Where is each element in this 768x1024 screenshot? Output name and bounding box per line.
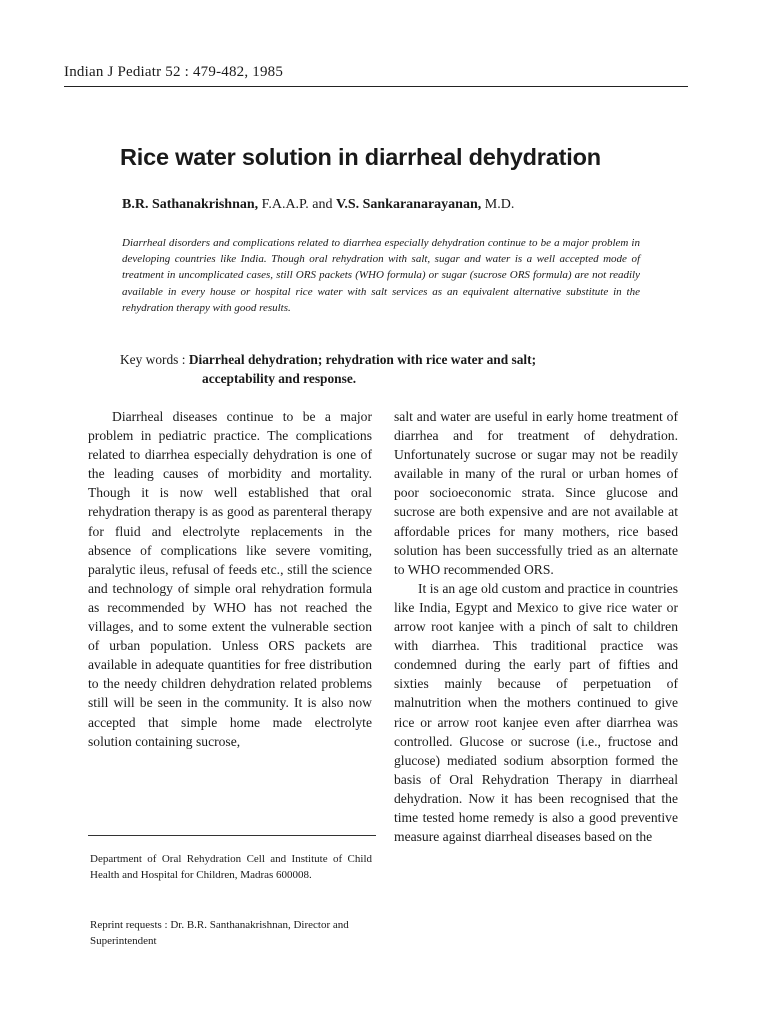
footnote-rule	[88, 835, 376, 836]
body-paragraph: Diarrheal diseases continue to be a major problem in pediatric practice. The complications related to diarrhea especially dehydration is one of the leading causes of morbidity and mortality. Though it is now well established that oral rehydration therapy is as good as parenteral therapy for fluid and electrolyte replacements in the absence of complications like severe vomiting, paralytic ileus, refusal of feeds etc., still the science and technology of simple oral rehydration formula as recommended by WHO has not reached the villages, and to some extent the vulnerable section of urban population. Unless ORS packets are available in adequate quantities for free distribution to the needy children dehydration related problems still will be seen in the community. It is also now accepted that simple home made electrolyte solution containing sucrose,	[88, 409, 372, 749]
header-rule	[64, 86, 688, 87]
body-paragraph: salt and water are useful in early home treatment of diarrhea and for treatment of dehydration. Unfortunately sucrose or sugar may not be readily available in many of the rural or urban homes of poor socioeconomic strata. Since glucose and sucrose are both expensive and are not available at affordable prices for many mothers, rice based solution has been successfully tried as an alternate to WHO recommended ORS.	[394, 409, 678, 577]
body-paragraph: It is an age old custom and practice in countries like India, Egypt and Mexico to give rice water or arrow root kanjee with a pinch of salt to children with diarrhea. This traditional practice was condemned during the early part of fifties and sixties mainly because of perpetuation of malnutrition when the mothers continued to give rice or arrow root kanjee even after diarrhea was controlled. Glucose or sucrose (i.e., fructose and glucose) mediated sodium absorption formed the basis of Oral Rehydration Therapy in diarrheal dehydration. Now it has been recognised that the time tested home remedy is also a good preventive measure against diarrheal diseases based on the	[394, 580, 678, 845]
author-2-name: V.S. Sankaranarayanan,	[336, 197, 482, 212]
body-column-left	[88, 407, 372, 751]
keywords-line-2: acceptability and response.	[202, 371, 357, 386]
reprint-footnote: Reprint requests : Dr. B.R. Santhanakrishnan, Director and Superintendent	[90, 919, 349, 947]
keywords-line-1: Diarrheal dehydration; rehydration with rice water and salt;	[188, 352, 537, 367]
author-2-degree: M.D.	[481, 197, 515, 212]
keywords	[120, 350, 640, 388]
journal-citation: Indian J Pediatr 52 : 479-482, 1985	[64, 64, 284, 80]
article-title: Rice water solution in diarrheal dehydration	[120, 144, 601, 170]
keywords-label: Key words :	[120, 352, 189, 367]
author-1-name: B.R. Sathanakrishnan,	[122, 197, 259, 212]
authors	[122, 197, 682, 213]
author-1-degree: F.A.A.P. and	[258, 197, 337, 212]
affiliation-footnote: Department of Oral Rehydration Cell and Institute of Child Health and Hospital for Children, Madras 600008.	[90, 853, 372, 881]
body-column-right	[394, 407, 678, 846]
abstract: Diarrheal disorders and complications related to diarrhea especially dehydration continue to be a major problem in developing countries like India. Though oral rehydration with salt, sugar and water is a well accepted mode of treatment in uncomplicated cases, still ORS packets (WHO formula) or sugar (sucrose ORS formula) are not readily available in every house or hospital rice water with salt services as an equivalent alternative substitute in the rehydration therapy with good results.	[122, 237, 640, 314]
